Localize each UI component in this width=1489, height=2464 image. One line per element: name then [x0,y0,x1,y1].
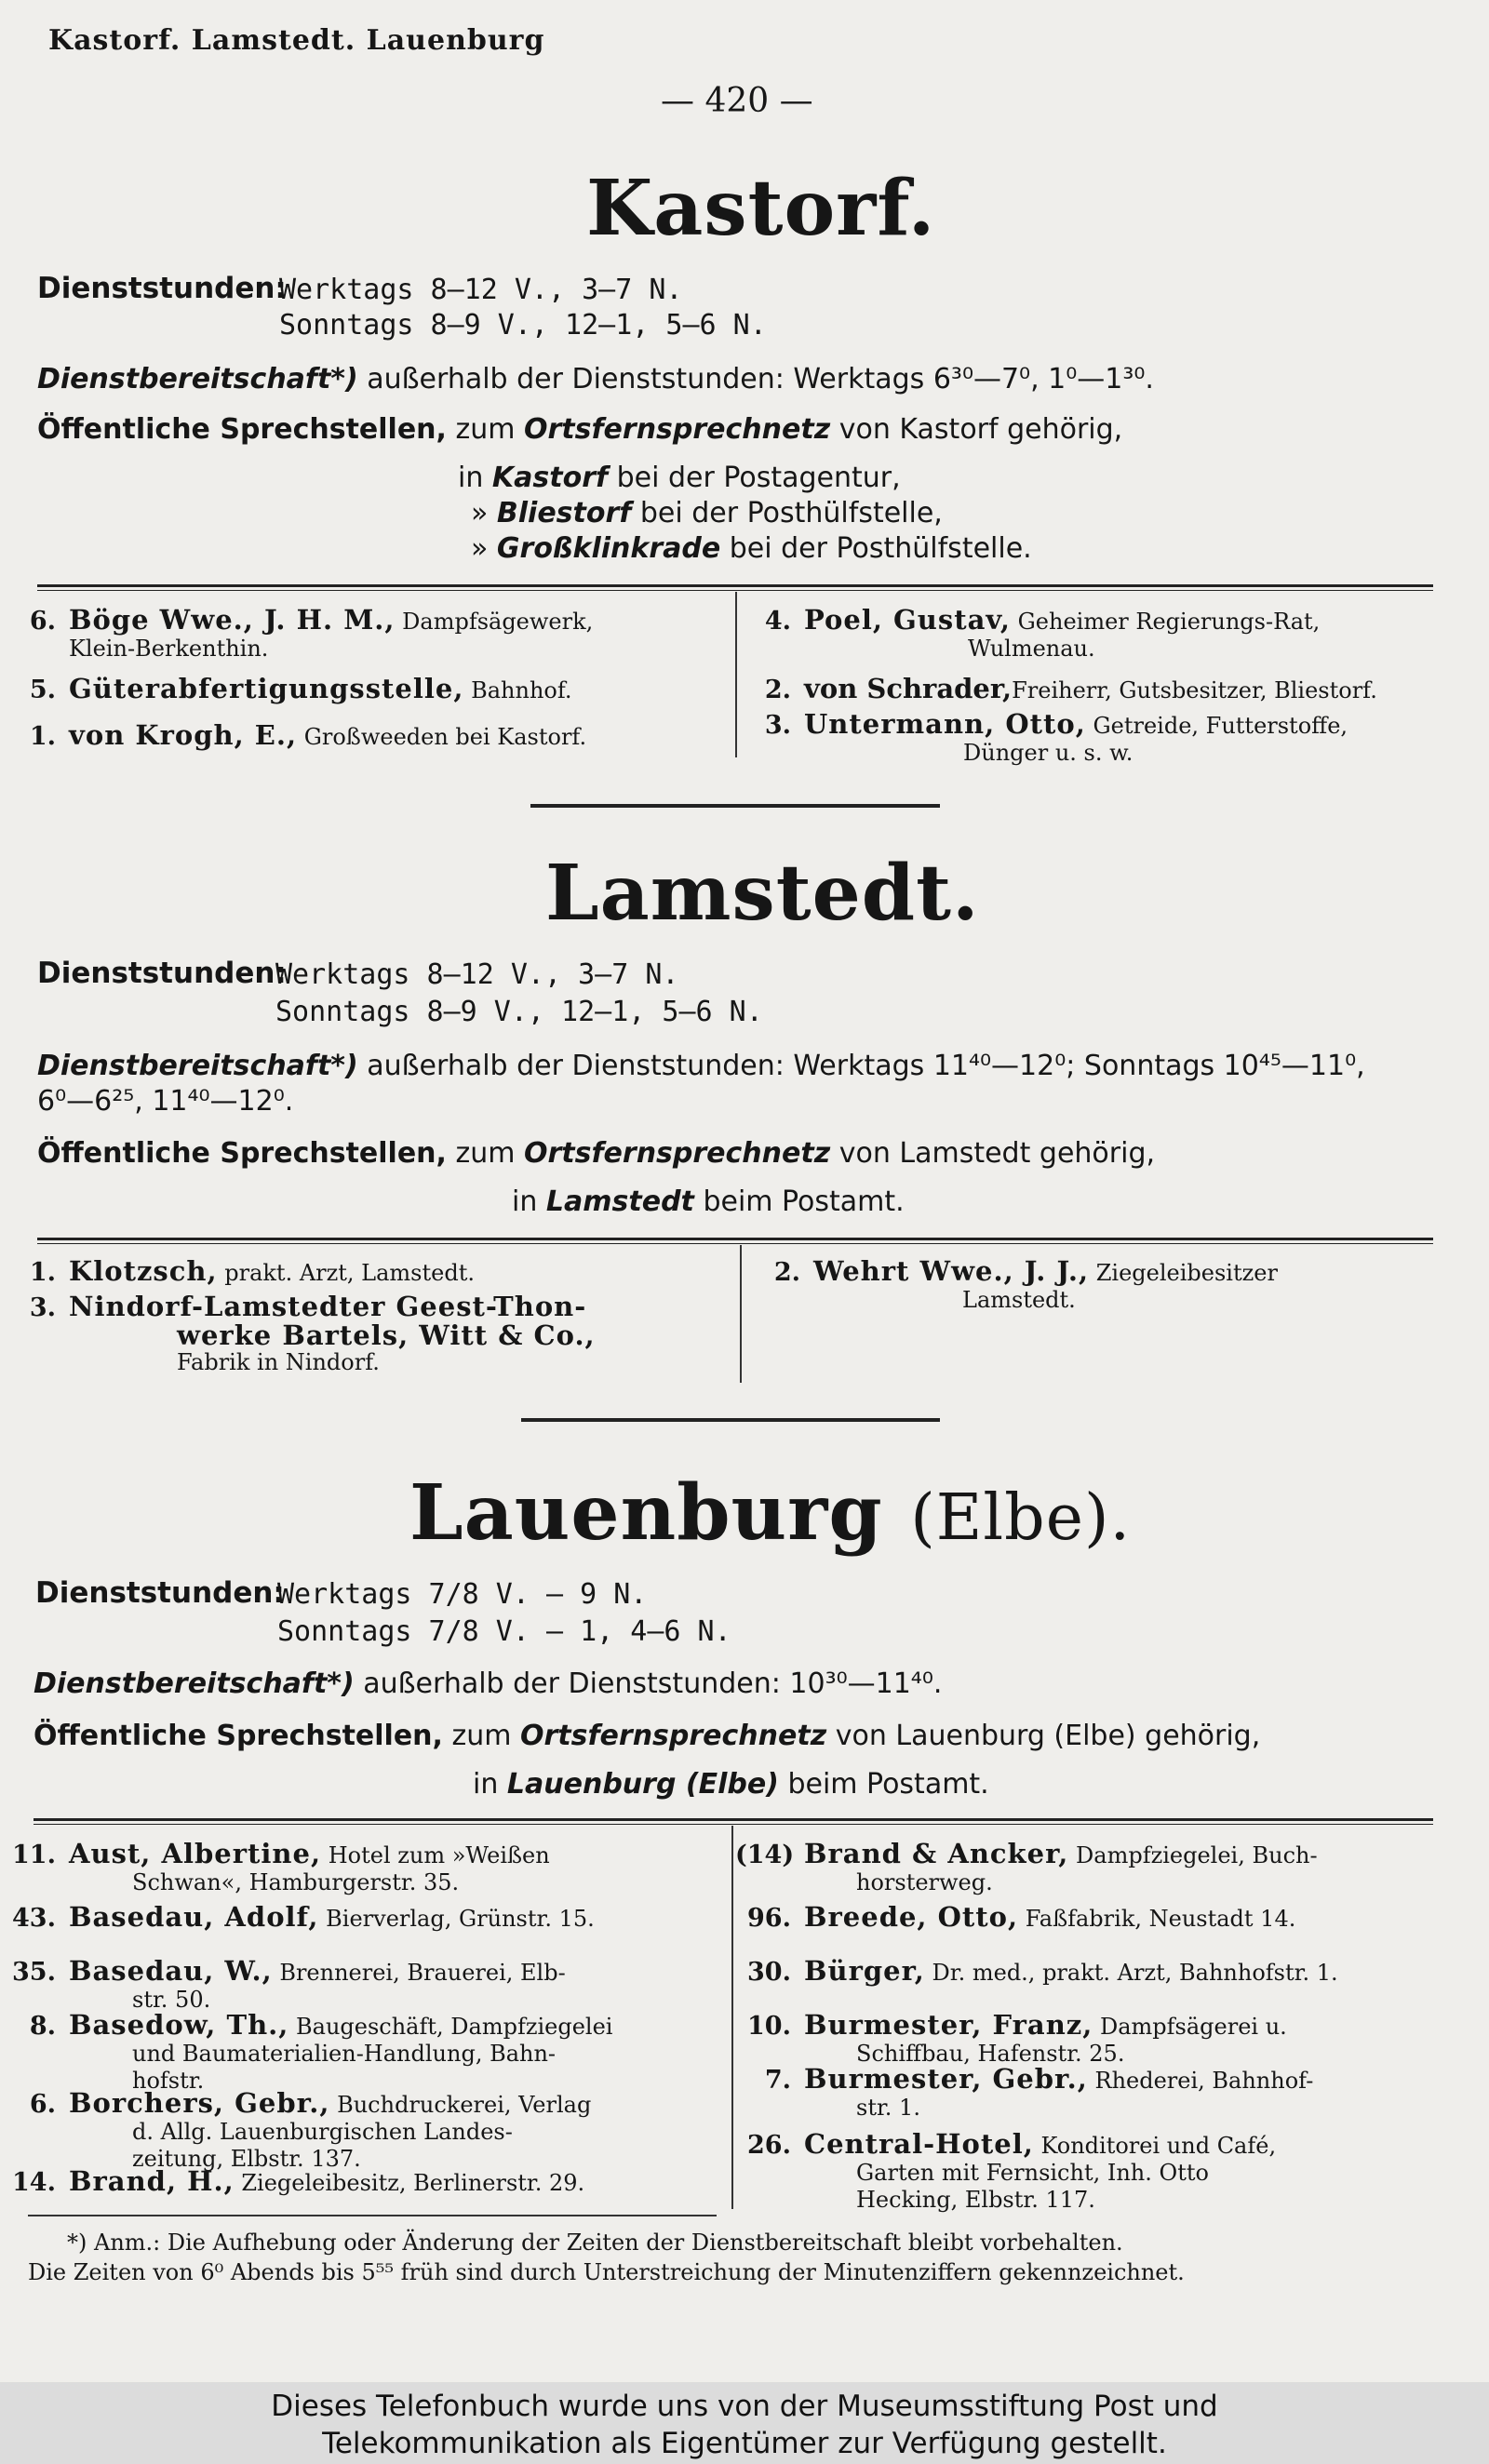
entry-number: 6. [29,607,56,636]
entry-text: Ziegeleibesitzer [1095,1260,1278,1286]
entry-text: Faßfabrik, Neustadt 14. [1025,1906,1296,1932]
stelle-place: Kastorf [491,462,609,494]
page-number: — 420 — [661,82,813,120]
entry-text: prakt. Arzt, Lamstedt. [224,1260,475,1286]
sprechstellen-label: Öffentliche Sprechstellen, [37,1137,447,1170]
entry-name: Basedau, Adolf, [69,1901,319,1933]
entry-number: 35. [12,1958,56,1987]
entry-name: Böge Wwe., J. H. M., [69,604,396,636]
kastorf-stelle-2 [471,497,943,529]
entry-text: Rhederei, Bahnhof- [1094,2068,1314,2094]
entry-cont: Schiffbau, Hafenstr. 25. [856,2041,1125,2067]
lauenburg-bereitschaft [34,1667,942,1700]
stelle-place: Lamstedt [545,1185,694,1218]
stelle-prefix: in [473,1768,499,1801]
entry-cont: str. 1. [856,2095,920,2121]
town-title-lauenburg [409,1468,1131,1558]
entry-cont: Lamstedt. [962,1287,1076,1313]
entry-lauenburg-right-4 [735,2063,1480,2122]
entry-name: Breede, Otto, [804,1901,1019,1933]
von-text: von [838,413,891,446]
ortsnetz-text: Ortsfernsprechnetz [524,413,831,446]
town-title-kastorf: Kastorf. [586,164,936,253]
entry-kastorf-l1 [0,673,726,704]
entry-name: Poel, Gustav, [804,604,1011,636]
entry-text: Freiherr, Gutsbesitzer, Bliestorf. [1012,677,1377,703]
entry-text: Geheimer Regierungs-Rat, [1017,609,1321,635]
zum-text: zum [455,1137,516,1170]
lamstedt-gehoerig: Lamstedt gehörig, [899,1137,1156,1170]
stelle-rest: beim Postamt. [703,1185,905,1218]
entry-name: Burmester, Gebr., [804,2063,1088,2095]
von-text: von [838,1137,891,1170]
entry-text: Dampfsägewerk, [402,609,594,635]
entry-text: Brennerei, Brauerei, Elb- [279,1960,566,1986]
entry-number: 10. [747,2012,791,2041]
entry-number: 14. [12,2168,56,2197]
lamstedt-stelle-1 [512,1185,905,1218]
entry-cont: d. Allg. Lauenburgischen Landes- [132,2119,513,2145]
stelle-prefix: in [458,462,484,494]
entry-text: Ziegeleibesitz, Berlinerstr. 29. [241,2170,585,2196]
entry-kastorf-l2 [0,719,726,751]
lauenburg-stelle-1 [473,1768,989,1801]
stelle-place: Lauenburg (Elbe) [506,1768,779,1801]
entry-name: Güterabfertigungsstelle, [69,673,464,704]
stelle-place: Großklinkrade [496,532,721,565]
entry-number: 3. [764,711,791,740]
entry-cont: hofstr. [132,2068,205,2094]
entry-cont: zeitung, Elbstr. 137. [132,2146,361,2172]
entry-kastorf-r0 [735,604,1480,663]
entry-lamstedt-l1 [0,1293,735,1376]
entry-number: 26. [747,2131,791,2160]
entry-lauenburg-left-4 [0,2087,726,2173]
entry-lauenburg-right-2 [735,1955,1480,1987]
entry-text: Bierverlag, Grünstr. 15. [326,1906,595,1932]
lauenburg-bereitschaft-times: 10³⁰—11⁴⁰. [789,1667,943,1700]
entry-name: von Krogh, E., [69,719,298,751]
entry-lamstedt-r0 [744,1255,1480,1314]
lamstedt-column-divider [740,1245,742,1383]
lamstedt-bereitschaft-2: 6⁰—6²⁵, 11⁴⁰—12⁰. [37,1085,294,1118]
kastorf-werktags: Werktags 8—12 V., 3—7 N. [279,274,683,306]
footnote-line-1: *) Anm.: Die Aufhebung oder Änderung der Zeiten der Dienstbereitschaft bleibt vorbehalten. [67,2230,1123,2256]
entry-text: Dr. med., prakt. Arzt, Bahnhofstr. 1. [932,1960,1338,1986]
stelle-prefix: » [471,497,489,529]
entry-number: 7. [764,2066,791,2095]
entry-name: Wehrt Wwe., J. J., [813,1255,1090,1287]
entry-number: 2. [773,1258,800,1287]
entry-name: Burmester, Franz, [804,2009,1093,2041]
kastorf-dienststunden-label: Dienststunden: [37,272,287,305]
stelle-rest: bei der Posthülfstelle, [639,497,943,529]
lamstedt-sprechstellen [37,1137,1155,1170]
footer-line-2: Telekommunikation als Eigentümer zur Verfügung gestellt. [322,2427,1167,2460]
entry-kastorf-l0 [0,604,726,663]
entry-number: 3. [29,1293,56,1322]
lamstedt-dienststunden-label: Dienststunden: [37,957,287,990]
entry-text: Dampfziegelei, Buch- [1076,1842,1318,1868]
entry-name: Borchers, Gebr., [69,2087,330,2119]
entry-number: 4. [764,607,791,636]
kastorf-stelle-3 [471,532,1032,565]
zum-text: zum [455,413,516,446]
stelle-place: Bliestorf [496,497,632,529]
running-head: Kastorf. Lamstedt. Lauenburg [48,24,545,57]
lamstedt-bereitschaft [37,1050,1365,1082]
stelle-prefix: » [471,532,489,565]
lauenburg-rule [34,1818,1433,1825]
entry-kastorf-r2 [735,708,1480,767]
entry-lamstedt-l0 [0,1255,735,1287]
entry-number: 11. [12,1841,56,1869]
ortsnetz-text: Ortsfernsprechnetz [524,1137,831,1170]
entry-lauenburg-left-5 [0,2165,726,2197]
entry-name: Klotzsch, [69,1255,218,1287]
kastorf-gehoerig: Kastorf gehörig, [899,413,1123,446]
von-text: von [835,1720,887,1752]
entry-number: 1. [29,1258,56,1287]
kastorf-stelle-1 [458,462,901,494]
entry-name: Nindorf-Lamstedter Geest-Thon- [69,1291,587,1322]
bereitschaft-label: Dienstbereitschaft*) [34,1667,355,1700]
entry-lauenburg-left-1 [0,1901,726,1933]
entry-text: Baugeschäft, Dampfziegelei [296,2014,613,2040]
footer-line-1: Dieses Telefonbuch wurde uns von der Museumsstiftung Post und [271,2390,1218,2423]
kastorf-sprechstellen [37,413,1122,446]
stelle-prefix: in [512,1185,538,1218]
entry-text: Dampfsägerei u. [1099,2014,1287,2040]
entry-lauenburg-left-2 [0,1955,726,2014]
entry-cont: und Baumaterialien-Handlung, Bahn- [132,2041,557,2067]
kastorf-sonntags: Sonntags 8—9 V., 12—1, 5—6 N. [279,309,767,341]
entry-lauenburg-right-3 [735,2009,1480,2068]
entry-name: Aust, Albertine, [69,1838,322,1869]
ausserhalb-text: außerhalb der Dienststunden: [363,1667,781,1700]
entry-cont: Wulmenau. [968,636,1095,662]
entry-name: Untermann, Otto, [804,708,1086,740]
entry-text: Hotel zum »Weißen [328,1842,550,1868]
entry-text: Bahnhof. [471,677,572,703]
town-name: Lauenburg [409,1468,883,1558]
zum-text: zum [451,1720,512,1752]
entry-lauenburg-left-0 [0,1838,726,1896]
entry-kastorf-r1 [735,673,1480,704]
entry-text: Getreide, Futterstoffe, [1093,713,1348,739]
entry-name: Bürger, [804,1955,925,1987]
entry-cont: horsterweg. [856,1869,993,1895]
entry-cont: Schwan«, Hamburgerstr. 35. [132,1869,460,1895]
ausserhalb-text: außerhalb der Dienststunden: [367,1050,785,1082]
lamstedt-rule [37,1238,1433,1244]
stelle-rest: bei der Postagentur, [616,462,901,494]
entry-lauenburg-right-1 [735,1901,1480,1933]
entry-name: Basedau, W., [69,1955,273,1987]
entry-cont-2: Fabrik in Nindorf. [177,1349,380,1375]
sprechstellen-label: Öffentliche Sprechstellen, [37,413,447,446]
entry-number: 96. [747,1904,791,1933]
footnote-line-2: Die Zeiten von 6⁰ Abends bis 5⁵⁵ früh sind durch Unterstreichung der Minutenziffern gekennzeichnet. [28,2259,1185,2285]
lamstedt-bereitschaft-times: Werktags 11⁴⁰—12⁰; Sonntags 10⁴⁵—11⁰, [793,1050,1365,1082]
entry-cont: Dünger u. s. w. [963,740,1134,766]
entry-cont: str. 50. [132,1987,211,2013]
provenance-footer [0,2382,1489,2464]
stelle-rest: beim Postamt. [787,1768,989,1801]
entry-cont: Garten mit Fernsicht, Inh. Otto [856,2160,1209,2186]
entry-name: Central-Hotel, [804,2128,1034,2160]
bereitschaft-label: Dienstbereitschaft*) [37,1050,358,1082]
entry-lauenburg-right-5 [735,2128,1480,2214]
entry-cont: werke Bartels, Witt & Co., [177,1319,596,1351]
section-separator [521,1418,940,1422]
entry-number: 6. [29,2090,56,2119]
lamstedt-werktags: Werktags 8—12 V., 3—7 N. [275,958,679,991]
bereitschaft-label: Dienstbereitschaft*) [37,363,358,395]
kastorf-rule [37,584,1433,591]
entry-number: 2. [764,676,791,704]
lamstedt-sonntags: Sonntags 8—9 V., 12—1, 5—6 N. [275,996,763,1028]
lauenburg-dienststunden-label: Dienststunden: [35,1576,285,1610]
entry-text: Buchdruckerei, Verlag [337,2092,592,2118]
entry-number: 1. [29,722,56,751]
entry-number: 5. [29,676,56,704]
entry-name: Brand & Ancker, [804,1838,1069,1869]
lauenburg-gehoerig: Lauenburg (Elbe) gehörig, [895,1720,1261,1752]
entry-name: Basedow, Th., [69,2009,289,2041]
kastorf-bereitschaft [37,363,1154,395]
entry-number: 43. [12,1904,56,1933]
lauenburg-column-divider [731,1826,733,2209]
footnote-rule [28,2215,717,2216]
town-suffix: (Elbe). [910,1481,1132,1555]
kastorf-bereitschaft-times: Werktags 6³⁰—7⁰, 1⁰—1³⁰. [793,363,1154,395]
lauenburg-werktags: Werktags 7/8 V. — 9 N. [277,1578,648,1611]
ausserhalb-text: außerhalb der Dienststunden: [367,363,785,395]
entry-lauenburg-right-0 [735,1838,1480,1896]
entry-text: Großweeden bei Kastorf. [303,724,587,750]
lauenburg-sonntags: Sonntags 7/8 V. — 1, 4—6 N. [277,1615,731,1648]
entry-name: Brand, H., [69,2165,235,2197]
sprechstellen-label: Öffentliche Sprechstellen, [34,1720,443,1752]
entry-number: (14) [735,1841,795,1869]
town-title-lamstedt: Lamstedt. [545,849,980,938]
ortsnetz-text: Ortsfernsprechnetz [520,1720,827,1752]
entry-lauenburg-left-3 [0,2009,726,2095]
entry-number: 30. [747,1958,791,1987]
entry-cont: Hecking, Elbstr. 117. [856,2187,1095,2213]
stelle-rest: bei der Posthülfstelle. [729,532,1032,565]
lauenburg-sprechstellen [34,1720,1260,1752]
entry-number: 8. [29,2012,56,2041]
section-separator [530,804,940,808]
entry-text: Konditorei und Café, [1040,2133,1277,2159]
entry-cont: Klein-Berkenthin. [69,636,269,662]
entry-name: von Schrader, [804,673,1013,704]
